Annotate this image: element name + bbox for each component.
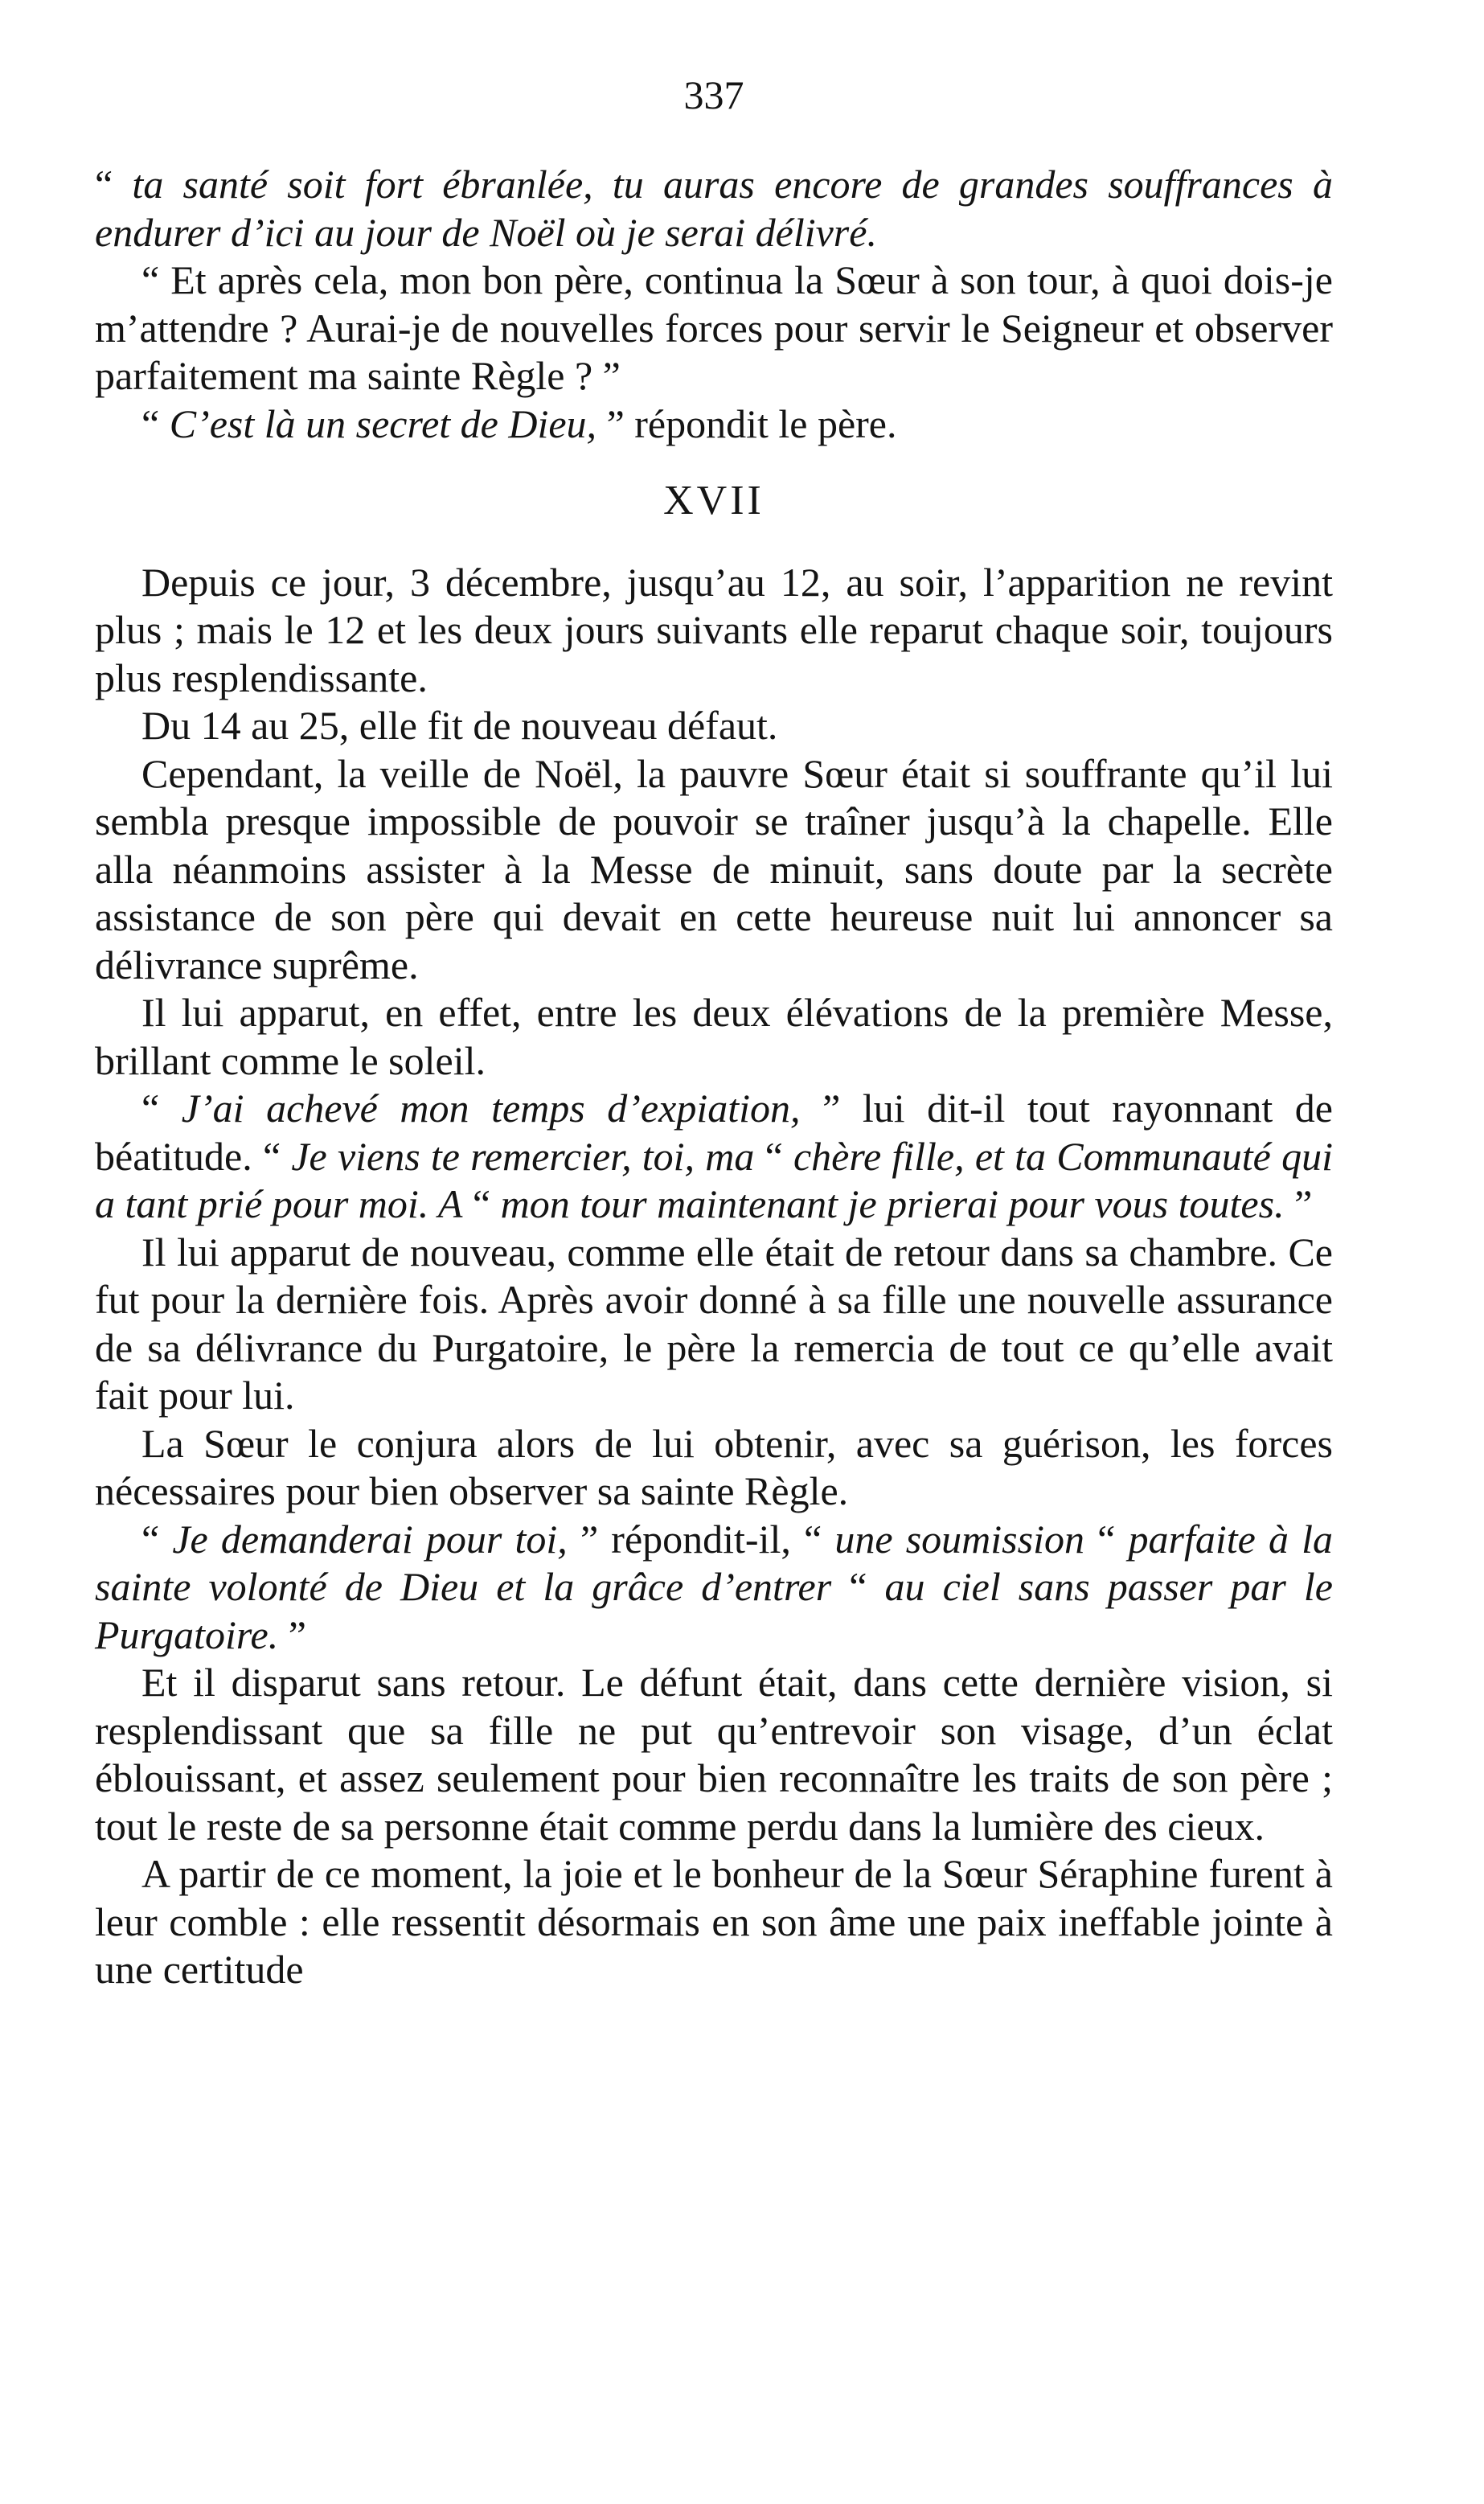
text-run: Cependant, la veille de Noël, la pauvre Sœur était si souffrante qu’il lui sembla presque impossible de pouvoir se traîner jusqu’à la chapelle. Elle alla néanmoins assister à la Messe de minuit, sans doute par la secrète assistance de son père qui devait en cette heureuse nuit lui annoncer sa délivrance suprême. <box>95 750 1333 987</box>
paragraph <box>95 1085 1333 1229</box>
page-number: 337 <box>683 72 744 117</box>
italic-text: chère fille, et ta Communauté qui a tant prié pour moi. A <box>95 1133 1333 1226</box>
paragraph <box>95 702 1333 750</box>
paragraph <box>95 750 1333 990</box>
italic-text: J’ai achevé mon temps d’expiation, <box>181 1086 801 1131</box>
text-run: Et il disparut sans retour. Le défunt était, dans cette dernière vision, si resplendissant que sa fille ne put qu’entrevoir son visage, d’un éclat éblouissant, et assez seulement pour bien reconnaître les traits de son père ; tout le reste de sa personne était comme perdu dans la lumière des cieux. <box>95 1660 1333 1849</box>
italic-text: une soumission <box>834 1516 1084 1562</box>
text-run: “ <box>1084 1516 1129 1562</box>
text-run: XVII <box>663 478 765 523</box>
italic-text: Je demanderai pour toi, <box>172 1516 568 1562</box>
paragraph <box>95 559 1333 703</box>
text-run: ” répondit-il, “ <box>567 1516 835 1562</box>
paragraph <box>95 1659 1333 1850</box>
text-run: ” lui dit-il tout rayonnant de béatitude. “ <box>95 1086 1333 1179</box>
paragraph <box>95 257 1333 400</box>
paragraph <box>95 1516 1333 1660</box>
text-run: “ <box>462 1181 501 1226</box>
chapter-heading <box>95 477 1333 525</box>
book-page <box>95 0 1333 2504</box>
paragraph <box>95 989 1333 1085</box>
text-run: La Sœur le conjura alors de lui obtenir, avec sa guérison, les forces nécessaires pour bien observer sa sainte Règle. <box>95 1420 1333 1513</box>
paragraph <box>95 1850 1333 1994</box>
paragraph <box>95 400 1333 449</box>
text-run: A partir de ce moment, la joie et le bonheur de la Sœur Séraphine furent à leur comble : elle ressentit désormais en son âme une paix ineffable jointe à une certitude <box>95 1851 1333 1992</box>
paragraph-continued <box>95 161 1333 257</box>
italic-text: Je viens te remercier, toi, ma <box>291 1133 755 1179</box>
text-run: ” répondit le père. <box>596 400 897 446</box>
italic-text: au ciel sans passer par le Purgatoire. <box>95 1564 1333 1657</box>
paragraph <box>95 1420 1333 1516</box>
text-run: Il lui apparut de nouveau, comme elle était de retour dans sa chambre. Ce fut pour la dernière fois. Après avoir donné à sa fille une nouvelle assurance de sa délivrance du Purgatoire, le père la remercia de tout ce qu’elle avait fait pour lui. <box>95 1229 1333 1418</box>
italic-text: C’est là un secret de Dieu, <box>169 400 597 446</box>
text-run: “ <box>754 1133 793 1179</box>
text-run: “ <box>141 1516 173 1562</box>
text-run: ” <box>1284 1181 1313 1226</box>
italic-text: parfaite à la sainte volonté de Dieu et la grâce d’entrer <box>95 1516 1334 1609</box>
italic-text: mon tour maintenant je prierai pour vous toutes. <box>500 1181 1285 1226</box>
text-run: Du 14 au 25, elle fit de nouveau défaut. <box>141 703 778 748</box>
text-run: “ <box>141 400 170 446</box>
text-run: Il lui apparut, en effet, entre les deux élévations de la première Messe, brillant comme le soleil. <box>95 990 1333 1083</box>
text-run: “ Et après cela, mon bon père, continua la Sœur à son tour, à quoi dois-je m’attendre ? Aurai-je de nouvelles forces pour servir le Seigneur et observer parfaitement ma sainte Règle ? ” <box>95 257 1333 398</box>
text-run: Depuis ce jour, 3 décembre, jusqu’au 12, au soir, l’apparition ne revint plus ; mais le 12 et les deux jours suivants elle reparut chaque soir, toujours plus resplendissante. <box>95 559 1333 700</box>
italic-text: ta santé soit fort ébranlée, tu auras encore de grandes souffrances à endurer d’ici au jour de Noël où je serai délivré. <box>95 162 1333 255</box>
body-text <box>95 161 1333 1994</box>
text-run: “ <box>95 162 133 207</box>
text-run: “ <box>141 1086 182 1131</box>
text-run: ” <box>278 1611 306 1657</box>
paragraph <box>95 1229 1333 1420</box>
text-run: “ <box>831 1564 885 1609</box>
